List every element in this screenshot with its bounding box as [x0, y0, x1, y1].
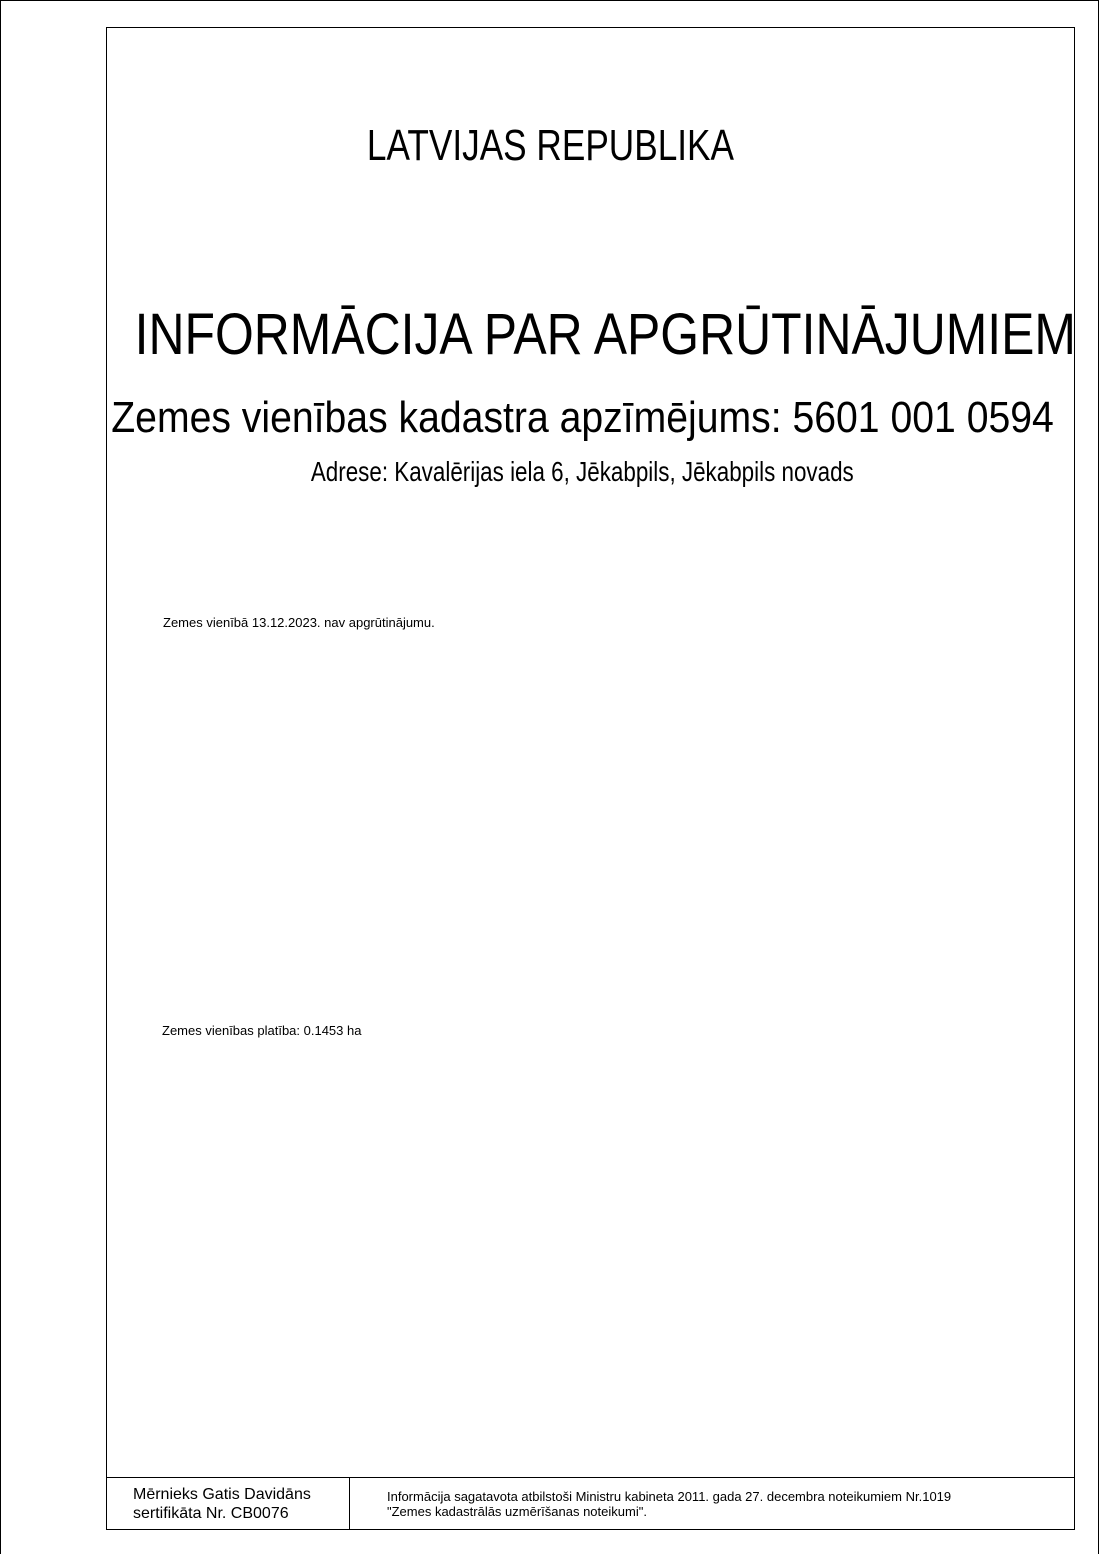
- country-heading: [0, 120, 1100, 172]
- footer-block: [106, 1477, 1075, 1530]
- surveyor-name: Mērnieks Gatis Davidāns: [133, 1486, 311, 1503]
- cadastral-designation: [0, 392, 1100, 444]
- document-title-text: INFORMĀCIJA PAR APGRŪTINĀJUMIEM: [134, 302, 1076, 367]
- legal-basis-line-2: "Zemes kadastrālās uzmērīšanas noteikumi".: [387, 1504, 647, 1519]
- encumbrance-note: Zemes vienībā 13.12.2023. nav apgrūtinājumu.: [163, 615, 435, 630]
- legal-basis-line-1: Informācija sagatavota atbilstoši Ministru kabineta 2011. gada 27. decembra noteikumiem Nr.1019: [387, 1489, 952, 1504]
- surveyor-certificate: sertifikāta Nr. CB0076: [133, 1505, 289, 1522]
- footer-divider: [349, 1478, 350, 1530]
- parcel-area: Zemes vienības platība: 0.1453 ha: [162, 1023, 362, 1038]
- country-heading-text: LATVIJAS REPUBLIKA: [366, 121, 734, 170]
- document-frame: [106, 27, 1075, 1530]
- surveyor-info: [133, 1485, 311, 1523]
- address-text: Adrese: Kavalērijas iela 6, Jēkabpils, Jēkabpils novads: [310, 456, 854, 487]
- legal-basis: [387, 1489, 951, 1519]
- document-title: [0, 302, 1100, 368]
- cadastral-designation-text: Zemes vienības kadastra apzīmējums: 5601 001 0594: [111, 393, 1055, 442]
- address-line: [0, 455, 1100, 489]
